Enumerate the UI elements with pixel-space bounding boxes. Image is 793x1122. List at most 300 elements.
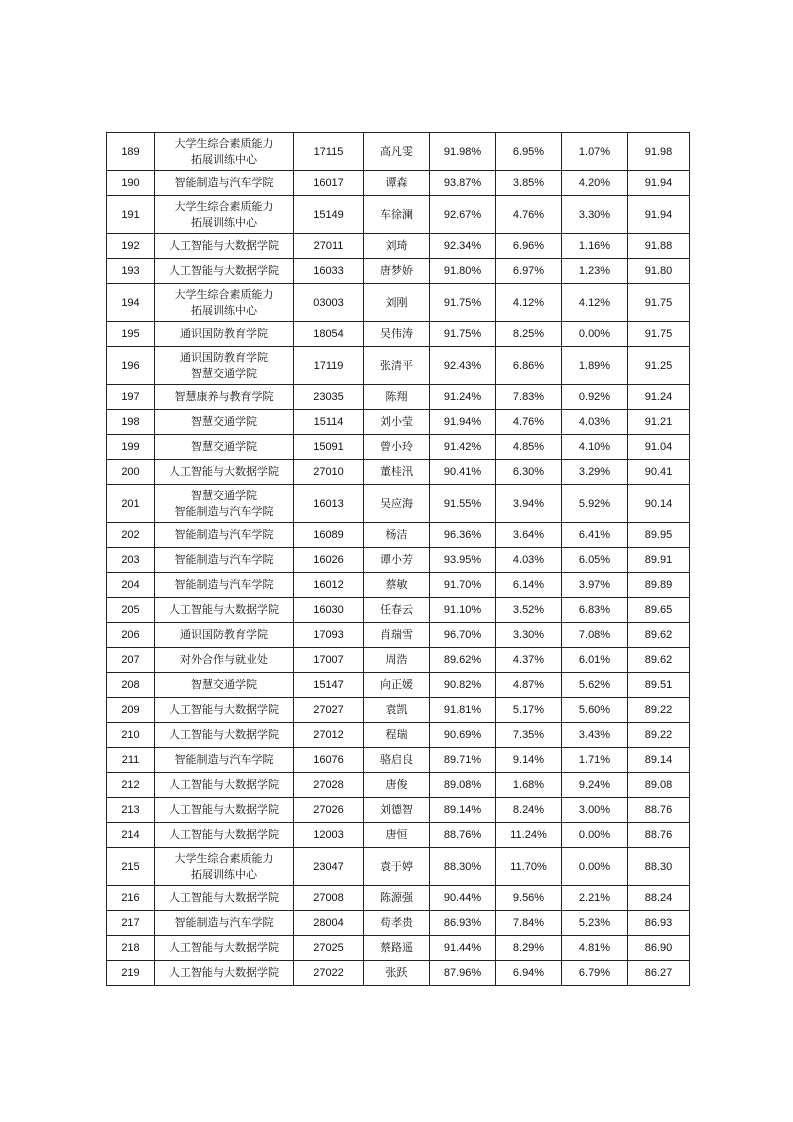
- percent-1: 88.76%: [430, 823, 496, 848]
- percent-3: 1.16%: [562, 234, 628, 259]
- percent-2: 6.14%: [496, 573, 562, 598]
- percent-1: 89.71%: [430, 748, 496, 773]
- staff-id: 23047: [294, 848, 364, 886]
- department-line: 拓展训练中心: [191, 152, 257, 166]
- table-row: [107, 523, 690, 548]
- row-number: 200: [107, 460, 155, 485]
- percent-3: 3.30%: [562, 196, 628, 234]
- staff-id: 16026: [294, 548, 364, 573]
- percent-2: 7.35%: [496, 723, 562, 748]
- person-name: 周浩: [364, 648, 430, 673]
- table-row: [107, 698, 690, 723]
- percent-2: 3.64%: [496, 523, 562, 548]
- person-name: 曾小玲: [364, 435, 430, 460]
- final-score: 89.14: [628, 748, 690, 773]
- department-line: 对外合作与就业处: [180, 653, 268, 666]
- person-name: 唐恒: [364, 823, 430, 848]
- department-cell: [155, 911, 294, 936]
- person-name: 张跃: [364, 961, 430, 986]
- department-line: 拓展训练中心: [191, 215, 257, 229]
- department-line: 通识国防教育学院: [180, 327, 268, 340]
- percent-3: 0.92%: [562, 385, 628, 410]
- final-score: 89.08: [628, 773, 690, 798]
- staff-id: 16076: [294, 748, 364, 773]
- percent-3: 6.01%: [562, 648, 628, 673]
- person-name: 董桂汛: [364, 460, 430, 485]
- final-score: 89.22: [628, 698, 690, 723]
- staff-id: 15091: [294, 435, 364, 460]
- percent-2: 1.68%: [496, 773, 562, 798]
- table-row: [107, 886, 690, 911]
- row-number: 207: [107, 648, 155, 673]
- row-number: 194: [107, 284, 155, 322]
- final-score: 88.24: [628, 886, 690, 911]
- final-score: 91.75: [628, 284, 690, 322]
- staff-id: 27026: [294, 798, 364, 823]
- row-number: 204: [107, 573, 155, 598]
- department-cell: [155, 961, 294, 986]
- final-score: 89.91: [628, 548, 690, 573]
- department-cell: [155, 385, 294, 410]
- row-number: 219: [107, 961, 155, 986]
- percent-2: 6.96%: [496, 234, 562, 259]
- department-line: 大学生综合素质能力: [174, 287, 274, 301]
- percent-1: 92.34%: [430, 234, 496, 259]
- table-row: [107, 347, 690, 385]
- person-name: 吴伟涛: [364, 322, 430, 347]
- table-row: [107, 435, 690, 460]
- percent-3: 4.81%: [562, 936, 628, 961]
- percent-2: 5.17%: [496, 698, 562, 723]
- percent-3: 9.24%: [562, 773, 628, 798]
- percent-1: 91.98%: [430, 133, 496, 171]
- final-score: 89.62: [628, 648, 690, 673]
- percent-3: 0.00%: [562, 322, 628, 347]
- percent-2: 6.94%: [496, 961, 562, 986]
- person-name: 刘小莹: [364, 410, 430, 435]
- percent-1: 92.43%: [430, 347, 496, 385]
- person-name: 苟孝贵: [364, 911, 430, 936]
- row-number: 213: [107, 798, 155, 823]
- percent-3: 3.43%: [562, 723, 628, 748]
- table-row: [107, 848, 690, 886]
- percent-2: 8.29%: [496, 936, 562, 961]
- percent-3: 5.62%: [562, 673, 628, 698]
- row-number: 214: [107, 823, 155, 848]
- final-score: 91.21: [628, 410, 690, 435]
- staff-id: 17119: [294, 347, 364, 385]
- percent-3: 1.89%: [562, 347, 628, 385]
- person-name: 陈源强: [364, 886, 430, 911]
- percent-1: 91.80%: [430, 259, 496, 284]
- percent-3: 1.71%: [562, 748, 628, 773]
- percent-3: 7.08%: [562, 623, 628, 648]
- percent-3: 3.00%: [562, 798, 628, 823]
- percent-1: 91.75%: [430, 284, 496, 322]
- department-line: 拓展训练中心: [191, 303, 257, 317]
- percent-3: 1.23%: [562, 259, 628, 284]
- department-cell: [155, 234, 294, 259]
- department-line: 人工智能与大数据学院: [169, 803, 279, 816]
- staff-id: 27022: [294, 961, 364, 986]
- table-row: [107, 648, 690, 673]
- department-line: 智慧交通学院: [191, 366, 257, 380]
- final-score: 91.75: [628, 322, 690, 347]
- row-number: 205: [107, 598, 155, 623]
- percent-1: 90.69%: [430, 723, 496, 748]
- department-line: 智慧康养与教育学院: [174, 390, 274, 403]
- percent-1: 92.67%: [430, 196, 496, 234]
- staff-id: 27027: [294, 698, 364, 723]
- department-cell: [155, 460, 294, 485]
- table-row: [107, 823, 690, 848]
- department-line: 智慧交通学院: [191, 678, 257, 691]
- staff-id: 23035: [294, 385, 364, 410]
- percent-3: 5.60%: [562, 698, 628, 723]
- table-row: [107, 936, 690, 961]
- table-row: [107, 284, 690, 322]
- department-line: 人工智能与大数据学院: [169, 941, 279, 954]
- department-cell: [155, 648, 294, 673]
- department-line: 智慧交通学院: [191, 415, 257, 428]
- percent-2: 11.24%: [496, 823, 562, 848]
- percent-1: 93.95%: [430, 548, 496, 573]
- percent-2: 3.94%: [496, 485, 562, 523]
- department-line: 人工智能与大数据学院: [169, 264, 279, 277]
- row-number: 199: [107, 435, 155, 460]
- department-cell: [155, 410, 294, 435]
- final-score: 91.25: [628, 347, 690, 385]
- staff-id: 17007: [294, 648, 364, 673]
- department-line: 人工智能与大数据学院: [169, 703, 279, 716]
- final-score: 91.04: [628, 435, 690, 460]
- percent-1: 90.82%: [430, 673, 496, 698]
- percent-1: 89.14%: [430, 798, 496, 823]
- department-cell: [155, 259, 294, 284]
- department-line: 人工智能与大数据学院: [169, 966, 279, 979]
- percent-3: 4.03%: [562, 410, 628, 435]
- percent-3: 4.20%: [562, 171, 628, 196]
- final-score: 91.24: [628, 385, 690, 410]
- final-score: 91.94: [628, 196, 690, 234]
- percent-2: 3.52%: [496, 598, 562, 623]
- department-line: 大学生综合素质能力: [174, 136, 274, 150]
- final-score: 86.93: [628, 911, 690, 936]
- staff-id: 15114: [294, 410, 364, 435]
- staff-id: 15147: [294, 673, 364, 698]
- percent-3: 3.29%: [562, 460, 628, 485]
- department-line: 智能制造与汽车学院: [174, 176, 274, 189]
- table-row: [107, 598, 690, 623]
- percent-3: 0.00%: [562, 823, 628, 848]
- person-name: 陈翔: [364, 385, 430, 410]
- staff-id: 17093: [294, 623, 364, 648]
- final-score: 89.62: [628, 623, 690, 648]
- department-cell: [155, 322, 294, 347]
- percent-3: 1.07%: [562, 133, 628, 171]
- percent-1: 89.62%: [430, 648, 496, 673]
- department-line: 智能制造与汽车学院: [174, 528, 274, 541]
- department-cell: [155, 798, 294, 823]
- person-name: 吴应海: [364, 485, 430, 523]
- percent-1: 91.44%: [430, 936, 496, 961]
- percent-2: 4.85%: [496, 435, 562, 460]
- percent-2: 6.97%: [496, 259, 562, 284]
- staff-id: 18054: [294, 322, 364, 347]
- percent-3: 6.05%: [562, 548, 628, 573]
- department-cell: [155, 598, 294, 623]
- person-name: 车徐澜: [364, 196, 430, 234]
- department-cell: [155, 347, 294, 385]
- department-line: 智慧交通学院: [191, 488, 257, 502]
- department-line: 人工智能与大数据学院: [169, 603, 279, 616]
- person-name: 刘德智: [364, 798, 430, 823]
- staff-id: 15149: [294, 196, 364, 234]
- department-cell: [155, 723, 294, 748]
- row-number: 198: [107, 410, 155, 435]
- department-line: 大学生综合素质能力: [174, 199, 274, 213]
- person-name: 高凡雯: [364, 133, 430, 171]
- department-cell: [155, 848, 294, 886]
- percent-1: 91.75%: [430, 322, 496, 347]
- percent-3: 0.00%: [562, 848, 628, 886]
- final-score: 91.80: [628, 259, 690, 284]
- department-line: 智慧交通学院: [191, 440, 257, 453]
- row-number: 196: [107, 347, 155, 385]
- department-cell: [155, 485, 294, 523]
- row-number: 210: [107, 723, 155, 748]
- staff-id: 27025: [294, 936, 364, 961]
- final-score: 86.27: [628, 961, 690, 986]
- person-name: 蔡路遥: [364, 936, 430, 961]
- department-cell: [155, 823, 294, 848]
- table-row: [107, 322, 690, 347]
- person-name: 谭森: [364, 171, 430, 196]
- final-score: 86.90: [628, 936, 690, 961]
- percent-1: 91.24%: [430, 385, 496, 410]
- row-number: 203: [107, 548, 155, 573]
- percent-1: 86.93%: [430, 911, 496, 936]
- department-line: 人工智能与大数据学院: [169, 239, 279, 252]
- department-line: 通识国防教育学院: [180, 628, 268, 641]
- row-number: 218: [107, 936, 155, 961]
- person-name: 向正媛: [364, 673, 430, 698]
- department-cell: [155, 936, 294, 961]
- table-row: [107, 485, 690, 523]
- row-number: 192: [107, 234, 155, 259]
- table-row: [107, 548, 690, 573]
- percent-2: 4.76%: [496, 196, 562, 234]
- department-cell: [155, 573, 294, 598]
- row-number: 197: [107, 385, 155, 410]
- person-name: 骆启良: [364, 748, 430, 773]
- department-line: 智能制造与汽车学院: [174, 553, 274, 566]
- staff-id: 27011: [294, 234, 364, 259]
- staff-id: 27008: [294, 886, 364, 911]
- table-row: [107, 961, 690, 986]
- person-name: 程瑞: [364, 723, 430, 748]
- row-number: 215: [107, 848, 155, 886]
- percent-1: 87.96%: [430, 961, 496, 986]
- department-line: 智能制造与汽车学院: [174, 504, 274, 518]
- percent-2: 4.76%: [496, 410, 562, 435]
- row-number: 191: [107, 196, 155, 234]
- department-line: 人工智能与大数据学院: [169, 778, 279, 791]
- department-cell: [155, 748, 294, 773]
- department-line: 大学生综合素质能力: [174, 851, 274, 865]
- staff-id: 16030: [294, 598, 364, 623]
- staff-id: 27010: [294, 460, 364, 485]
- staff-id: 16089: [294, 523, 364, 548]
- percent-2: 9.56%: [496, 886, 562, 911]
- table-row: [107, 410, 690, 435]
- row-number: 212: [107, 773, 155, 798]
- percent-1: 91.42%: [430, 435, 496, 460]
- person-name: 蔡敏: [364, 573, 430, 598]
- percent-2: 4.03%: [496, 548, 562, 573]
- staff-id: 16012: [294, 573, 364, 598]
- row-number: 202: [107, 523, 155, 548]
- row-number: 209: [107, 698, 155, 723]
- person-name: 谭小芳: [364, 548, 430, 573]
- percent-2: 6.30%: [496, 460, 562, 485]
- staff-id: 28004: [294, 911, 364, 936]
- final-score: 89.22: [628, 723, 690, 748]
- department-cell: [155, 623, 294, 648]
- percent-3: 4.10%: [562, 435, 628, 460]
- table-row: [107, 798, 690, 823]
- person-name: 肖瑞雪: [364, 623, 430, 648]
- percent-3: 4.12%: [562, 284, 628, 322]
- percent-2: 4.12%: [496, 284, 562, 322]
- percent-1: 91.94%: [430, 410, 496, 435]
- percent-3: 5.23%: [562, 911, 628, 936]
- final-score: 91.98: [628, 133, 690, 171]
- final-score: 91.94: [628, 171, 690, 196]
- department-cell: [155, 284, 294, 322]
- row-number: 217: [107, 911, 155, 936]
- percent-1: 91.81%: [430, 698, 496, 723]
- staff-id: 16013: [294, 485, 364, 523]
- percent-1: 91.10%: [430, 598, 496, 623]
- person-name: 刘琦: [364, 234, 430, 259]
- percent-3: 3.97%: [562, 573, 628, 598]
- percent-3: 5.92%: [562, 485, 628, 523]
- department-line: 通识国防教育学院: [180, 350, 268, 364]
- staff-id: 12003: [294, 823, 364, 848]
- department-cell: [155, 698, 294, 723]
- department-cell: [155, 886, 294, 911]
- percent-1: 90.41%: [430, 460, 496, 485]
- row-number: 206: [107, 623, 155, 648]
- department-cell: [155, 133, 294, 171]
- row-number: 208: [107, 673, 155, 698]
- department-cell: [155, 673, 294, 698]
- percent-3: 6.83%: [562, 598, 628, 623]
- department-cell: [155, 196, 294, 234]
- percent-2: 4.87%: [496, 673, 562, 698]
- table-row: [107, 385, 690, 410]
- row-number: 201: [107, 485, 155, 523]
- percent-3: 6.41%: [562, 523, 628, 548]
- table-row: [107, 748, 690, 773]
- percent-2: 7.84%: [496, 911, 562, 936]
- table-row: [107, 723, 690, 748]
- percent-3: 6.79%: [562, 961, 628, 986]
- percent-2: 7.83%: [496, 385, 562, 410]
- percent-2: 6.95%: [496, 133, 562, 171]
- staff-id: 03003: [294, 284, 364, 322]
- percent-2: 9.14%: [496, 748, 562, 773]
- department-line: 智能制造与汽车学院: [174, 753, 274, 766]
- final-score: 91.88: [628, 234, 690, 259]
- person-name: 袁凯: [364, 698, 430, 723]
- percent-1: 91.70%: [430, 573, 496, 598]
- table-row: [107, 171, 690, 196]
- row-number: 193: [107, 259, 155, 284]
- person-name: 任春云: [364, 598, 430, 623]
- staff-id: 17115: [294, 133, 364, 171]
- percent-1: 96.70%: [430, 623, 496, 648]
- row-number: 189: [107, 133, 155, 171]
- percent-3: 2.21%: [562, 886, 628, 911]
- final-score: 88.30: [628, 848, 690, 886]
- table-row: [107, 460, 690, 485]
- row-number: 195: [107, 322, 155, 347]
- row-number: 216: [107, 886, 155, 911]
- person-name: 唐俊: [364, 773, 430, 798]
- percent-2: 4.37%: [496, 648, 562, 673]
- staff-id: 27028: [294, 773, 364, 798]
- department-cell: [155, 171, 294, 196]
- person-name: 唐梦娇: [364, 259, 430, 284]
- department-line: 智能制造与汽车学院: [174, 578, 274, 591]
- score-table: [106, 132, 690, 986]
- final-score: 89.89: [628, 573, 690, 598]
- table-row: [107, 773, 690, 798]
- percent-1: 90.44%: [430, 886, 496, 911]
- table-row: [107, 911, 690, 936]
- staff-id: 16033: [294, 259, 364, 284]
- final-score: 89.95: [628, 523, 690, 548]
- percent-2: 11.70%: [496, 848, 562, 886]
- percent-2: 6.86%: [496, 347, 562, 385]
- staff-id: 16017: [294, 171, 364, 196]
- final-score: 90.14: [628, 485, 690, 523]
- table-row: [107, 623, 690, 648]
- percent-2: 8.24%: [496, 798, 562, 823]
- person-name: 杨洁: [364, 523, 430, 548]
- percent-2: 8.25%: [496, 322, 562, 347]
- percent-1: 91.55%: [430, 485, 496, 523]
- score-table-body: [107, 133, 690, 986]
- percent-2: 3.85%: [496, 171, 562, 196]
- table-row: [107, 573, 690, 598]
- table-row: [107, 673, 690, 698]
- department-line: 人工智能与大数据学院: [169, 828, 279, 841]
- staff-id: 27012: [294, 723, 364, 748]
- department-cell: [155, 548, 294, 573]
- department-line: 拓展训练中心: [191, 867, 257, 881]
- percent-1: 88.30%: [430, 848, 496, 886]
- department-line: 人工智能与大数据学院: [169, 891, 279, 904]
- percent-1: 93.87%: [430, 171, 496, 196]
- department-cell: [155, 435, 294, 460]
- final-score: 89.65: [628, 598, 690, 623]
- final-score: 88.76: [628, 798, 690, 823]
- department-line: 人工智能与大数据学院: [169, 465, 279, 478]
- person-name: 刘刚: [364, 284, 430, 322]
